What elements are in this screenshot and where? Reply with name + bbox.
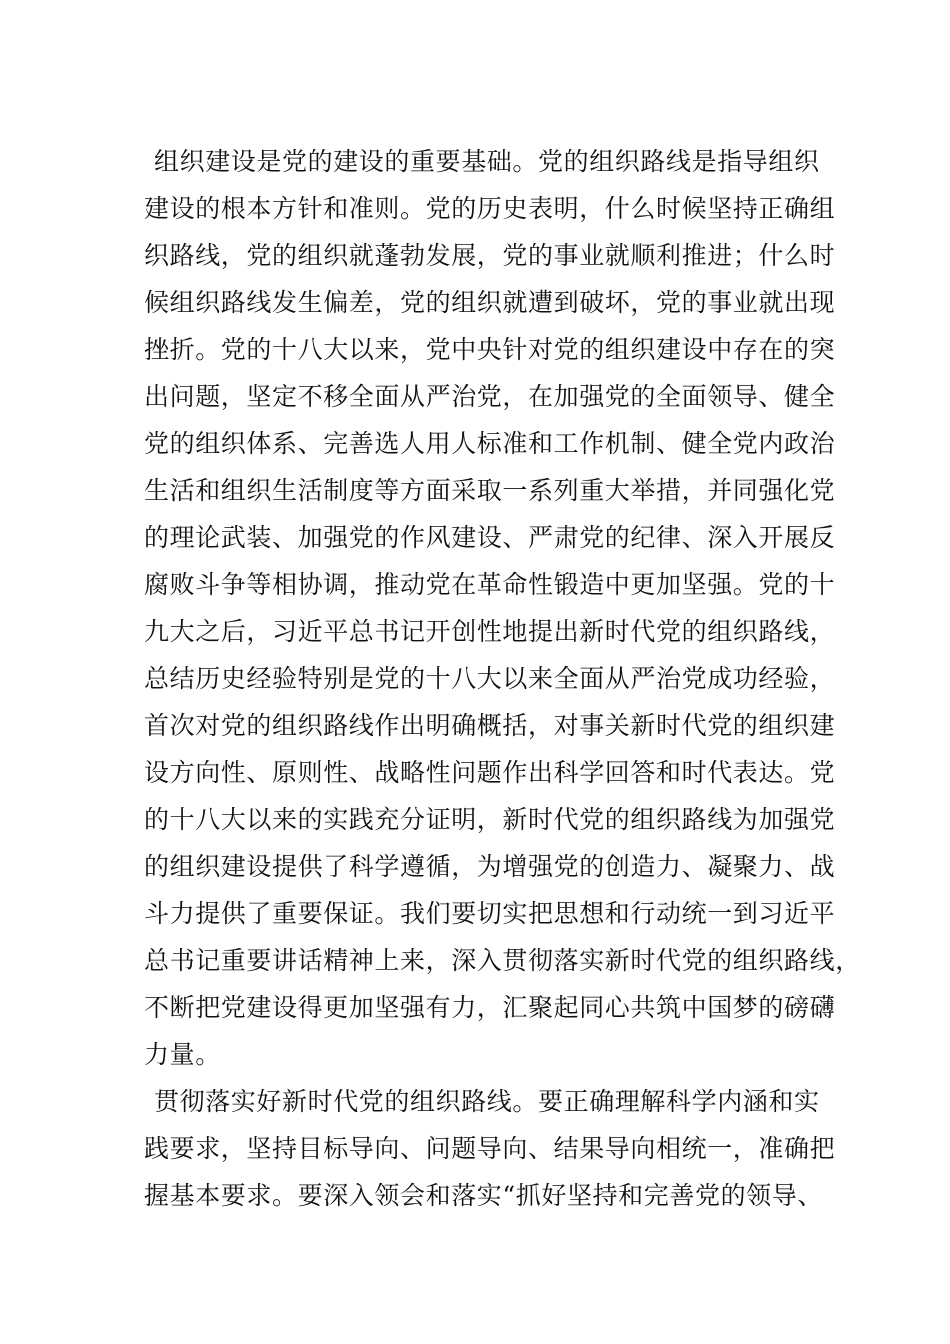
text-line: 践要求，坚持目标导向、问题导向、结果导向相统一，准确把 — [144, 1134, 836, 1163]
text-line: 建设的根本方针和准则。党的历史表明，什么时候坚持正确组 — [144, 194, 836, 223]
text-line: 党的组织体系、完善选人用人标准和工作机制、健全党内政治 — [144, 429, 836, 458]
text-line: 不断把党建设得更加坚强有力，汇聚起同心共筑中国梦的磅礴 — [144, 993, 836, 1022]
paragraph-2 — [144, 1078, 836, 1219]
text-line: 设方向性、原则性、战略性问题作出科学回答和时代表达。党 — [144, 758, 836, 787]
text-line: 首次对党的组织路线作出明确概括，对事关新时代党的组织建 — [144, 711, 836, 740]
text-line: 总结历史经验特别是党的十八大以来全面从严治党成功经验， — [144, 664, 836, 693]
text-line: 出问题，坚定不移全面从严治党，在加强党的全面领导、健全 — [144, 382, 836, 411]
document-body — [144, 138, 861, 1219]
text-line: 生活和组织生活制度等方面采取一系列重大举措，并同强化党 — [144, 476, 836, 505]
text-line: 握基本要求。要深入领会和落实“抓好坚持和完善党的领导、 — [144, 1181, 823, 1210]
text-line: 九大之后，习近平总书记开创性地提出新时代党的组织路线， — [144, 617, 836, 646]
text-line: 的十八大以来的实践充分证明，新时代党的组织路线为加强党 — [144, 805, 836, 834]
text-line: 候组织路线发生偏差，党的组织就遭到破坏，党的事业就出现 — [144, 288, 836, 317]
text-line: 总书记重要讲话精神上来，深入贯彻落实新时代党的组织路线， — [144, 946, 861, 975]
text-line: 组织建设是党的建设的重要基础。党的组织路线是指导组织 — [154, 147, 820, 176]
text-line: 的组织建设提供了科学遵循，为增强党的创造力、凝聚力、战 — [144, 852, 836, 881]
text-line: 力量。 — [144, 1040, 221, 1069]
text-line: 挫折。党的十八大以来，党中央针对党的组织建设中存在的突 — [144, 335, 836, 364]
text-line: 斗力提供了重要保证。我们要切实把思想和行动统一到习近平 — [144, 899, 836, 928]
text-line: 织路线，党的组织就蓬勃发展，党的事业就顺利推进；什么时 — [144, 241, 836, 270]
text-line: 腐败斗争等相协调，推动党在革命性锻造中更加坚强。党的十 — [144, 570, 836, 599]
text-line: 贯彻落实好新时代党的组织路线。要正确理解科学内涵和实 — [154, 1087, 820, 1116]
text-line: 的理论武装、加强党的作风建设、严肃党的纪律、深入开展反 — [144, 523, 836, 552]
paragraph-1 — [144, 138, 861, 1078]
